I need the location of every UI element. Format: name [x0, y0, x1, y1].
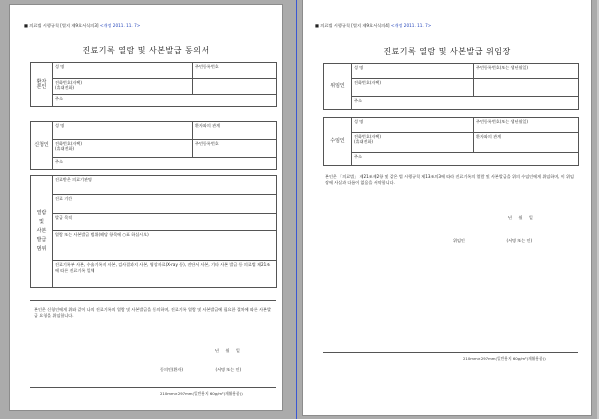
page-title: 진료기록 열람 및 사본발급 위임장 — [383, 47, 511, 56]
delegator-blank-cell — [474, 79, 579, 97]
patient-name-field[interactable]: 성 명 — [53, 63, 193, 79]
scope-role-label: 열람 및 사본 발급 범위 — [31, 176, 53, 288]
patient-reg-field[interactable]: 주민등록번호 — [193, 63, 277, 79]
delegator-role-label: 위임인 — [324, 64, 352, 110]
consent-form-page — [10, 5, 282, 410]
delegate-role-label: 수임인 — [324, 118, 352, 166]
footer-divider — [30, 387, 276, 388]
signature-line: 위임인 (서명 또는 인) — [453, 238, 533, 243]
patient-address-field[interactable]: 주소 — [53, 95, 277, 107]
delegation-statement: 본인은 「의료법」 제21조제2항 및 같은 법 시행규칙 제13조의3에 따라 진료기록의 열람 및 사본발급을 위의 수임인에게 위임하며, 이 위임장에 사실과 다름이 없음을 서약합니다. — [325, 174, 574, 185]
applicant-address-field[interactable]: 주소 — [53, 158, 277, 170]
applicant-name-field[interactable]: 성 명 — [53, 122, 193, 140]
signature-line: 동의인(환자) (서명 또는 인) — [160, 367, 242, 372]
applicant-role-label: 신청인 — [31, 122, 53, 170]
patient-role-label: 환자 본인 — [31, 63, 53, 107]
patient-table — [30, 62, 277, 107]
pane-splitter[interactable] — [296, 0, 297, 419]
delegate-relation-field[interactable]: 환자와의 관계 — [474, 133, 579, 153]
paper-size-footer: 210mm×297mm(일반용지 60g/m²(재활용품)) — [160, 391, 243, 396]
scope-row-period[interactable]: 진료 기간 — [53, 195, 277, 214]
patient-phone-field[interactable]: 전화번호(자택) (휴대전화) — [53, 79, 193, 95]
applicant-table — [30, 121, 277, 170]
date-line: 년 월 일 — [508, 215, 533, 220]
form-header — [315, 23, 431, 29]
delegator-table — [323, 63, 579, 110]
patient-blank-cell — [193, 79, 277, 95]
delegator-phone-field[interactable]: 전화번호(자택) — [352, 79, 474, 97]
consent-statement: 본인은 신청인에게 위와 같이 나의 진료기록의 열람 및 사본발급을 동의하며, 진료기록 열람 및 사본발급에 필요한 절차에 따른 사본발급 요청을 위임합니다. — [34, 307, 271, 318]
delegate-name-field[interactable]: 성 명 — [352, 118, 474, 133]
applicant-reg-field[interactable]: 주민등록번호 — [193, 140, 277, 158]
paper-size-footer: 210mm×297mm(일반용지 60g/m²(재활용품)) — [463, 356, 546, 361]
scope-row-institution[interactable]: 진료받은 의료기관명 — [53, 176, 277, 195]
delegate-address-field[interactable]: 주소 — [352, 153, 579, 166]
delegate-phone-field[interactable]: 전화번호(자택) (휴대전화) — [352, 133, 474, 153]
delegator-name-field[interactable]: 성 명 — [352, 64, 474, 79]
scope-items[interactable]: 진료기록부 사본, 수술기록지 사본, 검사결과지 사본, 영상자료(X-ray 등), 진단서 사본, 기타 사본 발급 등 의료법 제21조에 따른 진료기록 일체 — [53, 261, 277, 288]
form-header-prefix: ■ 의료법 시행규칙 [별지 제9호서식의3] — [24, 23, 99, 28]
divider — [30, 300, 276, 301]
form-header — [24, 23, 140, 29]
delegation-form-page — [303, 0, 591, 415]
form-header-revision: <개정 2011. 11. 7> — [390, 23, 432, 28]
delegate-reg-field[interactable]: 주민등록번호(또는 생년월일) — [474, 118, 579, 133]
page-title: 진료기록 열람 및 사본발급 동의서 — [82, 46, 210, 55]
delegate-table — [323, 117, 579, 166]
applicant-phone-field[interactable]: 전화번호(자택) (휴대전화) — [53, 140, 193, 158]
delegator-reg-field[interactable]: 주민등록번호(또는 생년월일) — [474, 64, 579, 79]
scope-row-purpose[interactable]: 발급 목적 — [53, 214, 277, 231]
applicant-relation-field[interactable]: 환자와의 관계 — [193, 122, 277, 140]
scope-table — [30, 175, 277, 288]
form-header-revision: <개정 2011. 11. 7> — [99, 23, 141, 28]
form-header-prefix: ■ 의료법 시행규칙 [별지 제9호서식의4] — [315, 23, 390, 28]
date-line: 년 월 일 — [215, 348, 240, 353]
footer-divider — [323, 352, 578, 353]
scope-row-range[interactable]: 열람 또는 사본발급 범위(해당 항목에 ○표 하십시오) — [53, 231, 277, 261]
delegator-address-field[interactable]: 주소 — [352, 97, 579, 110]
